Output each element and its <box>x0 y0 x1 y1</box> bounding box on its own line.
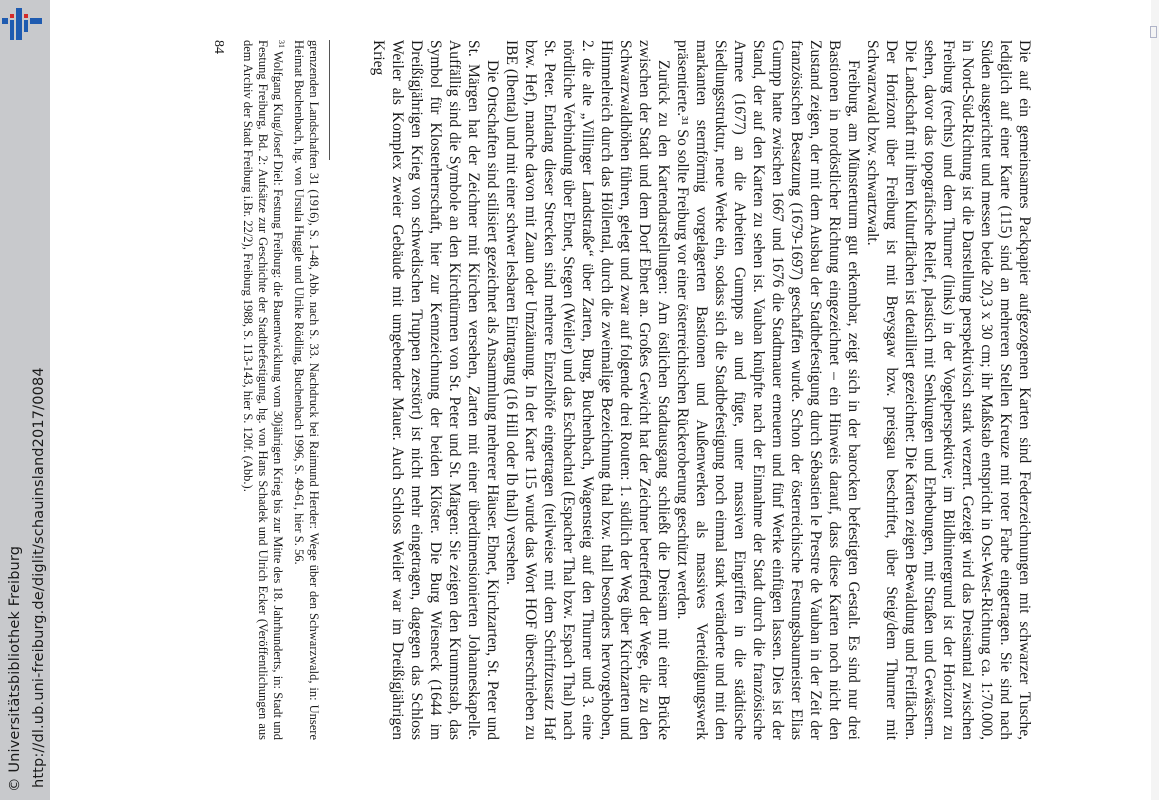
right-edge-bar <box>1151 0 1159 800</box>
footnote-divider <box>329 40 330 160</box>
footnote-continuation: grenzenden Landschaften 31 (1916), S. 1-48, Abb. nach S. 33. Nachdruck bei Raimund Herder: Wege über den Schwarzwald, in: Unsere Heimat Buchenbach, hg. von Ursula Huggle und Ulrike Rödling, Buchenbach 1996, S. 49-61, hier S. 56. <box>292 40 321 740</box>
paragraph-2: Freiburg, am Münsterturm gut erkennbar, zeigt sich in der barocken befestigten Gestalt. Es sind nur drei Bastionen in nordöstlicher Richtung eingezeichnet – ein Hinweis darauf, dass diese Karten noch nicht den Zustand zeigen, der mit dem Ausbau der Stadtbefestigung durch Sébastien le Prestre de Vauban in der Zeit der französischen Besatzung (1679-1697) geschaffen wurde. Schon der österreichische Festungsbaumeister Elias Gumpp hatte zwischen 1667 und 1676 die Stadtmauer erneuern und fünf Werke einfügen lassen. Dies ist der Stand, der auf den Karten zu sehen ist. Vauban knüpfte nach der Einnahme der Stadt durch die französische Armee (1677) an die Arbeiten Gumpps an und fügte, unter massiven Eingriffen in die städtische Siedlungsstruktur, neue Werke ein, sodass sich die Stadtbefestigung noch einmal stark veränderte und mit den markanten sternförmig vorgelagerten Bastionen und Außenwerken als massives Verteidigungswerk präsentierte.³¹ So sollte Freiburg vor einer österreichischen Rückeroberung geschützt werden. <box>674 40 862 740</box>
paragraph-3: Zurück zu den Kartendarstellungen: Am östlichen Stadtausgang schließt die Dreisam mit einer Brücke zwischen der Stadt und dem Dorf Ebnet an. Großes Gewicht hat der Zeichner betreffend der Wege, die zu den Schwarzwaldhöhen führen, gelegt und zwar auf folgende drei Routen: 1. südlich der Weg über Kirchzarten und Himmelreich durch das Höllental, durch die zweimalige Bezeichnung thal bzw. thall besonders hervorgehoben, 2. die alte „Villinger Landstraße“ über Zarten, Burg, Buchenbach, Wagensteig auf den Thurner und 3. eine nördliche Verbindung über Ebnet, Stegen (Weiler) und das Eschbachtal (Espacher Thal bzw. Espach Thal) nach St. Peter. Entlang dieser Strecken sind mehrere Einzelhöfe eingetragen (teilweise mit dem Schriftzusatz Haf bzw. Hef), manche davon mit Zaun oder Umzäunung. In der Karte 115 wurde das Wort HOF überschrieben zu IBE (Ibental) und mit einer schwer lesbaren Eintragung (16 Hill oder Ib thall) versehen. <box>503 40 672 740</box>
page-marker-icon <box>1150 26 1157 38</box>
paragraph-1: Die auf ein gemeinsames Packpapier aufgezogenen Karten sind Federzeichnungen mit schwarzer Tusche, lediglich auf einer Karte (115) sind an mehreren Stellen Kreuze mit roter Farbe eingetragen. Sie sind nach Süden ausgerichtet und messen beide 20,3 x 30 cm; ihr Maßstab entspricht in Ost-West-Richtung ca. 1:70.000, in Nord-Süd-Richtung ist die Darstellung perspektivisch stark verzerrt. Gezeigt wird das Dreisamtal zwischen Freiburg (rechts) und dem Thurner (links) in der Vogelperspektive; im Bildhintergrund ist der Horizont zu sehen, davor das topografische Relief, plastisch mit Senkungen und Erhebungen, mit Straßen und Gewässern. Die Landschaft mit ihren Kulturflächen ist detailliert gezeichnet: Die Karten zeigen Bewaldung und Freiflächen. Der Horizont über Freiburg ist mit Breysgaw bzw. preisgau beschriftet, über Steig/dem Thurner mit Schwarzwald bzw. schwartzwalt. <box>864 40 1033 740</box>
footnote-number: 31 <box>277 40 286 48</box>
scanned-page <box>50 0 1040 780</box>
body-text <box>344 40 1034 740</box>
viewer-sidebar <box>0 0 50 800</box>
copyright-notice: © Universitätsbibliothek Freiburg <box>7 545 23 792</box>
document-url-link[interactable]: http://dl.ub.uni-freiburg.de/diglit/schauinsland2017/0084 <box>31 367 47 788</box>
footnote-31 <box>240 40 289 740</box>
page-number: 84 <box>210 40 226 54</box>
paragraph-4: Die Ortschaften sind stilisiert gezeichnet als Ansammlung mehrerer Häuser. Ebnet, Kirchzarten, St. Peter und St. Märgen hat der Zeichner mit Kirchen versehen, Zarten mit einer überdimensionierten Johanneskapelle. Auffällig sind die Symbole an den Kirchtürmen von St. Peter und St. Märgen: Sie zeigen den Krummstab, das Symbol für Klosterherrschaft, hier zur Kennzeichnung der beiden Klöster. Die Burg Wiesneck (1644 im Dreißigjährigen Krieg von schwedischen Truppen zerstört) ist nicht mehr eingetragen, dagegen das Schloss Weiler als Komplex zweier Gebäude mit umgebender Mauer. Auch Schloss Weiler war im Dreißigjährigen Krieg <box>370 40 501 740</box>
footnote-31-text: Wolfgang Klug/Josef Diel: Festung Freiburg: die Bauentwicklung vom 30jährigen Krieg bis zur Mitte des 18. Jahrhunderts, in: Stadt und Festung Freiburg, Bd. 2: Aufsätze zur Geschichte der Stadtbefestigung, hg. von Hans Schadek und Ulrich Ecker (Veröffentlichungen aus dem Archiv der Stadt Freiburg i.Br. 22/2), Freiburg 1988, S. 113-143, hier S. 120f. (Abb.). <box>240 40 285 740</box>
